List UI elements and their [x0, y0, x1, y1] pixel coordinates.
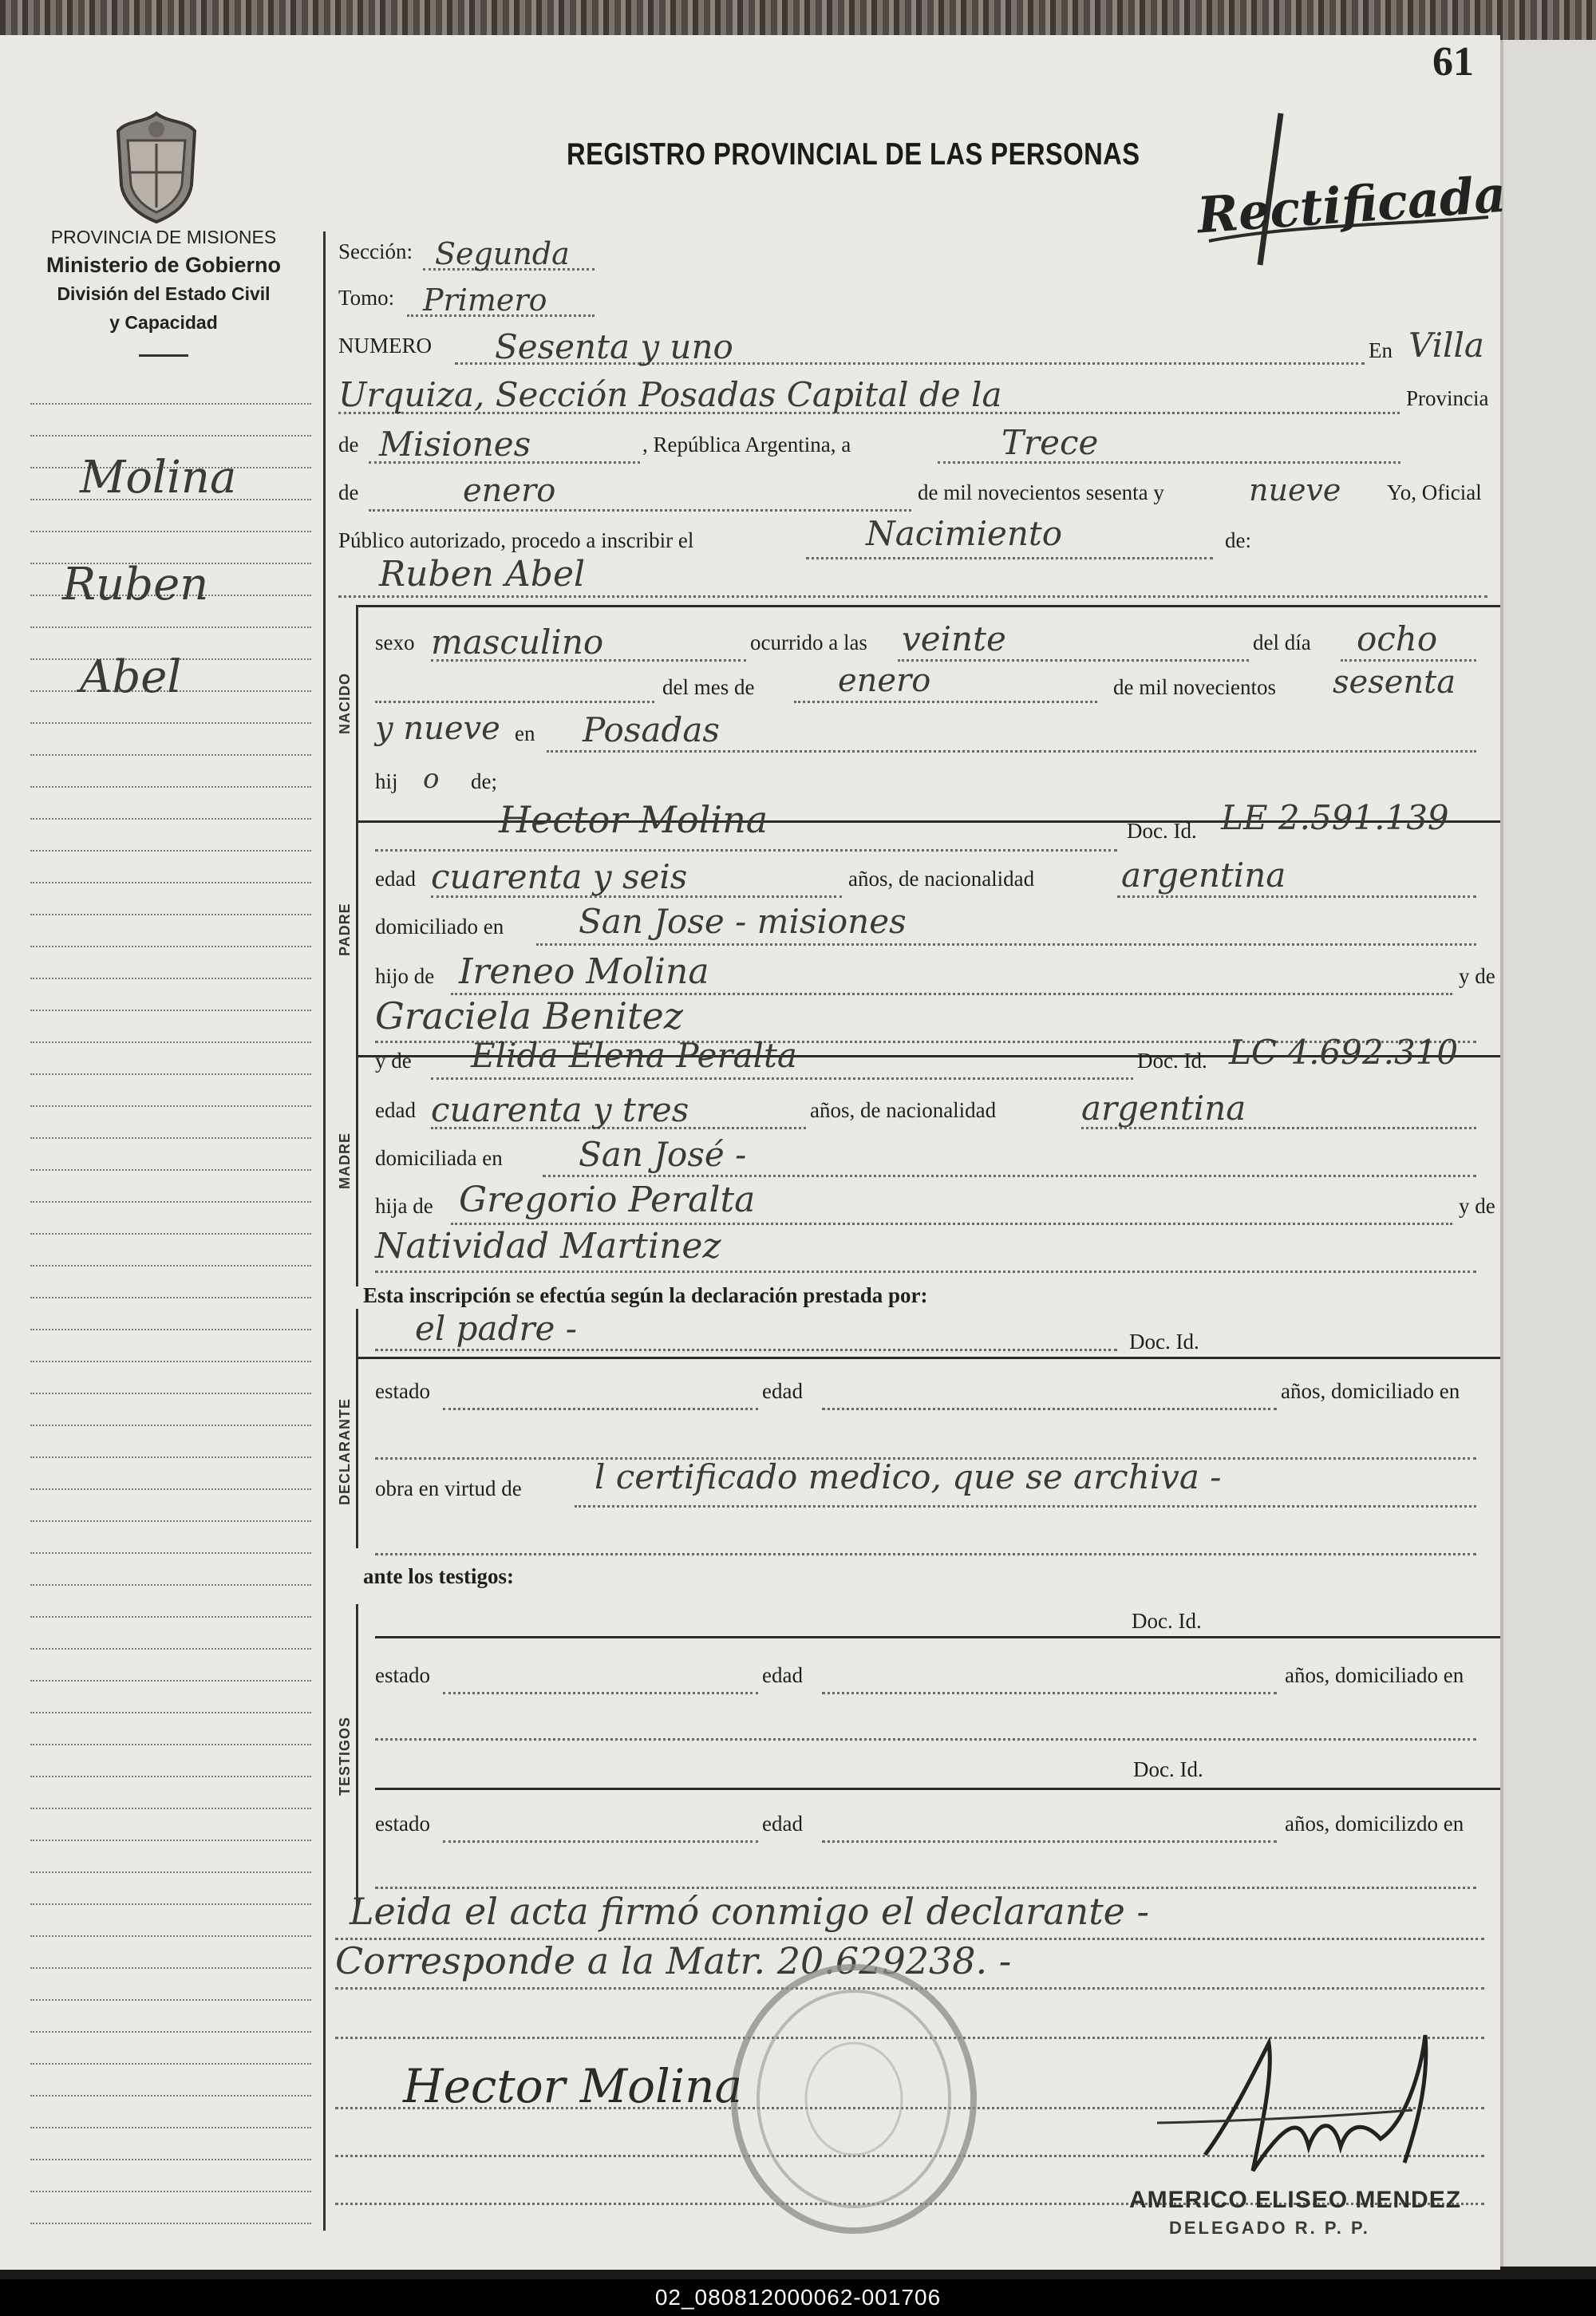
testigos-side-rule	[356, 1604, 358, 1907]
margin-ruled-line	[30, 435, 311, 437]
testigo1-estado-line	[443, 1692, 758, 1694]
en-label: En	[1369, 338, 1393, 362]
page-number: 61	[1432, 39, 1474, 85]
place-line1-value: Villa	[1408, 326, 1484, 365]
margin-second-name: Abel	[80, 651, 182, 703]
anio-value: nueve	[1249, 472, 1341, 508]
madre-madre-value: Natividad Martinez	[375, 1226, 721, 1267]
padre-anios-label: años, de nacionalidad	[848, 867, 1035, 891]
padre-madre-value: Graciela Benitez	[375, 994, 683, 1037]
padre-side-rule	[356, 820, 358, 1057]
province-name: PROVINCIA DE MISIONES	[50, 227, 277, 247]
madre-edad-label: edad	[375, 1098, 416, 1122]
madre-hija-de-label: hija de	[375, 1194, 433, 1218]
acto-line	[806, 557, 1213, 559]
margin-ruled-line	[30, 1648, 311, 1650]
padre-nombre-line	[375, 849, 1117, 852]
place-line2-value: Urquiza, Sección Posadas Capital de la	[338, 375, 1002, 414]
header-organization	[16, 223, 311, 357]
mes-nac-line	[794, 701, 1097, 703]
lugar-line	[547, 750, 1476, 753]
madre-nombre-line	[431, 1077, 1133, 1080]
margin-ruled-line	[30, 1712, 311, 1713]
madre-domicilio-label: domiciliada en	[375, 1146, 503, 1170]
declarante-edad-line	[822, 1408, 1277, 1410]
hijo-de-label: de;	[471, 769, 497, 793]
margin-ruled-line	[30, 1329, 311, 1330]
padre-hijo-de-label: hijo de	[375, 964, 435, 988]
declarante-doc-label: Doc. Id.	[1129, 1330, 1199, 1354]
nacido-side-rule	[356, 605, 358, 820]
document-title: REGISTRO PROVINCIAL DE LAS PERSONAS	[567, 137, 1140, 172]
officer-name: AMERICO ELISEO MENDEZ	[1129, 2187, 1462, 2213]
dia-value: Trece	[1001, 423, 1099, 462]
nacido-top-rule	[356, 605, 1500, 607]
declarante-nombre-line	[375, 1349, 1117, 1351]
margin-ruled-line	[30, 1616, 311, 1618]
margin-ruled-line	[30, 882, 311, 883]
padre-domicilio-value: San Jose - misiones	[579, 902, 907, 941]
publico-label: Público autorizado, procedo a inscribir el	[338, 528, 694, 552]
margin-surname: Molina	[80, 452, 237, 504]
del-dia-label: del día	[1253, 630, 1311, 654]
madre-hija-de-value: Gregorio Peralta	[459, 1180, 756, 1220]
margin-ruled-line	[30, 1488, 311, 1490]
margin-ruled-line	[30, 531, 311, 532]
margin-ruled-line	[30, 1105, 311, 1107]
madre-anios-label: años, de nacionalidad	[810, 1098, 997, 1122]
nacido-anio-value-b: y nueve	[375, 710, 500, 747]
ministry-name: Ministerio de Gobierno	[45, 253, 282, 277]
declarante-obra-line2	[375, 1553, 1476, 1555]
margin-ruled-line	[30, 818, 311, 820]
margin-ruled-line	[30, 1456, 311, 1458]
margin-ruled-line	[30, 1871, 311, 1873]
margin-ruled-line	[30, 1169, 311, 1171]
margin-ruled-line	[30, 786, 311, 788]
numero-value: Sesenta y uno	[495, 327, 733, 366]
provincia-label: Provincia	[1406, 386, 1489, 410]
padre-nacionalidad-value: argentina	[1121, 856, 1286, 895]
nacido-section-label: NACIDO	[337, 673, 353, 734]
declarante-intro: Esta inscripción se efectúa según la declaración prestada por:	[363, 1283, 928, 1307]
madre-doc-value: LC 4.692.310	[1229, 1033, 1459, 1072]
provincial-seal-icon	[112, 109, 201, 225]
margin-ruled-line	[30, 2191, 311, 2192]
padre-edad-value: cuarenta y seis	[431, 857, 688, 896]
acto-value: Nacimiento	[866, 514, 1063, 553]
margin-ruled-line	[30, 1425, 311, 1426]
rectificada-annotation: Rectificada	[1195, 164, 1508, 245]
testigos-section-label: TESTIGOS	[337, 1716, 353, 1796]
nacido-en-label: en	[515, 721, 535, 745]
republica-label: , República Argentina, a	[642, 433, 851, 456]
margin-ruled-line	[30, 2095, 311, 2097]
next-page-edge	[1492, 40, 1596, 2267]
nacido-anio-value-a: sesenta	[1333, 664, 1456, 701]
margin-ruled-line	[30, 1680, 311, 1682]
testigo1-doc-label: Doc. Id.	[1132, 1609, 1202, 1633]
register-page	[0, 35, 1500, 2270]
testigo2-estado-label: estado	[375, 1812, 430, 1836]
madre-domicilio-value: San José -	[579, 1135, 747, 1174]
testigo2-edad-label: edad	[762, 1812, 803, 1836]
padre-hijo-de-value: Ireneo Molina	[459, 951, 709, 992]
nombre-value: Ruben Abel	[379, 554, 586, 595]
declarante-anios-label: años, domiciliado en	[1281, 1379, 1460, 1403]
testigo1-anios-label: años, domiciliado en	[1285, 1663, 1464, 1687]
margin-ruled-line	[30, 1393, 311, 1394]
margin-ruled-line	[30, 626, 311, 628]
margin-ruled-line	[30, 1776, 311, 1777]
padre-domicilio-line	[536, 943, 1476, 946]
margin-ruled-line	[30, 1233, 311, 1235]
margin-ruled-line	[30, 1073, 311, 1075]
padre-domicilio-label: domiciliado en	[375, 915, 504, 939]
margin-vertical-rule	[323, 231, 326, 2231]
de-mil-label: de mil novecientos	[1113, 675, 1276, 699]
seccion-value: Segunda	[435, 236, 570, 271]
tomo-value: Primero	[423, 283, 547, 318]
nacido-dia-value: ocho	[1357, 619, 1438, 658]
testigo1-domicilio-line	[375, 1738, 1476, 1741]
margin-ruled-line	[30, 1361, 311, 1362]
nombre-line	[338, 595, 1487, 598]
sexo-label: sexo	[375, 630, 415, 654]
officer-signature-icon	[1141, 2027, 1476, 2195]
margin-ruled-line	[30, 1297, 311, 1298]
margin-ruled-line	[30, 946, 311, 947]
margin-ruled-line	[30, 1041, 311, 1043]
margin-ruled-line	[30, 2223, 311, 2224]
sexo-value: masculino	[431, 622, 604, 662]
seccion-label: Sección:	[338, 239, 413, 263]
padre-nombre-value: Hector Molina	[499, 798, 768, 841]
declarante-signature: Hector Molina	[403, 2059, 743, 2113]
de-label: de	[338, 433, 359, 456]
margin-first-name: Ruben	[62, 559, 209, 611]
padre-y-de-label: y de	[1459, 964, 1495, 988]
nacido-mes-value: enero	[838, 662, 931, 699]
margin-ruled-line	[30, 2063, 311, 2065]
testigos-intro: ante los testigos:	[363, 1564, 514, 1588]
testigo1-edad-label: edad	[762, 1663, 803, 1687]
margin-ruled-line	[30, 2031, 311, 2033]
testigo2-estado-line	[443, 1840, 758, 1843]
declarante-estado-label: estado	[375, 1379, 430, 1403]
margin-ruled-line	[30, 1935, 311, 1937]
division-name: División del Estado Civil	[57, 283, 271, 304]
hora-line	[898, 659, 1249, 662]
margin-ruled-line	[30, 1744, 311, 1745]
margin-ruled-line	[30, 1201, 311, 1203]
hora-value: veinte	[902, 619, 1006, 658]
dia-nac-line	[1341, 659, 1476, 662]
padre-edad-label: edad	[375, 867, 416, 891]
madre-madre-line	[375, 1271, 1476, 1273]
officer-title: DELEGADO R. P. P.	[1169, 2218, 1370, 2238]
margin-ruled-line	[30, 2127, 311, 2128]
testigo1-edad-line	[822, 1692, 1277, 1694]
testigo2-domicilio-line	[375, 1887, 1476, 1889]
note-line-1-text: Leida el acta firmó conmigo el declarante -	[350, 1890, 1150, 1933]
madre-domicilio-line	[543, 1175, 1476, 1177]
margin-ruled-line	[30, 1137, 311, 1139]
madre-nacionalidad-value: argentina	[1081, 1089, 1246, 1128]
testigo2-doc-label: Doc. Id.	[1133, 1757, 1203, 1781]
testigo1-estado-label: estado	[375, 1663, 430, 1687]
margin-ruled-line	[30, 1520, 311, 1522]
margin-ruled-line	[30, 1265, 311, 1267]
declarante-nombre-value: el padre -	[415, 1309, 577, 1348]
margin-ruled-line	[30, 2159, 311, 2160]
official-round-stamp-icon	[718, 1955, 990, 2243]
margin-ruled-line	[30, 978, 311, 979]
testigo2-rule	[375, 1788, 1500, 1790]
declarante-section-label: DECLARANTE	[337, 1398, 353, 1505]
declarante-obra-label: obra en virtud de	[375, 1476, 522, 1500]
division-capacity: y Capacidad	[109, 312, 218, 333]
declarante-estado-line	[443, 1408, 758, 1410]
margin-ruled-line	[30, 1552, 311, 1554]
note-line-2-text: Corresponde a la Matr. 20.629238. -	[335, 1939, 1012, 1982]
numero-label: NUMERO	[338, 334, 433, 358]
margin-ruled-line	[30, 1840, 311, 1841]
lugar-value: Posadas	[583, 710, 720, 749]
tomo-label: Tomo:	[338, 286, 395, 310]
margin-ruled-line	[30, 754, 311, 756]
madre-side-rule	[356, 1055, 358, 1286]
footer-caption: 02_080812000062-001706	[654, 2285, 942, 2310]
hijo-label: hij	[375, 769, 398, 793]
header-divider	[139, 354, 188, 357]
testigo2-anios-label: años, domicilizdo en	[1285, 1812, 1464, 1836]
padre-doc-label: Doc. Id.	[1127, 819, 1197, 843]
madre-y-de2-label: y de	[1459, 1194, 1495, 1218]
madre-y-de-label: y de	[375, 1049, 412, 1073]
declarante-obra-line	[575, 1505, 1476, 1508]
mil-label: de mil novecientos sesenta y	[918, 480, 1164, 504]
mes-value: enero	[463, 472, 556, 509]
yo-label: Yo, Oficial	[1387, 480, 1482, 504]
del-mes-label: del mes de	[662, 675, 755, 699]
padre-section-label: PADRE	[337, 903, 353, 956]
de-dos-puntos-label: de:	[1225, 528, 1251, 552]
declarante-edad-label: edad	[762, 1379, 803, 1403]
margin-ruled-line	[30, 1999, 311, 2001]
ocurrido-label: ocurrido a las	[750, 630, 867, 654]
madre-hija-de-line	[451, 1223, 1452, 1225]
padre-doc-value: LE 2.591.139	[1221, 798, 1449, 837]
mes-nac-pre-line	[375, 701, 654, 703]
margin-ruled-line	[30, 1584, 311, 1586]
provincia-value: Misiones	[379, 425, 531, 464]
de-mes-label: de	[338, 480, 359, 504]
declarante-obra-value: l certificado medico, que se archiva -	[595, 1457, 1222, 1496]
mes-line	[369, 509, 911, 512]
madre-nombre-value: Elida Elena Peralta	[471, 1036, 797, 1075]
declarante-side-rule	[356, 1309, 358, 1548]
padre-nac-line	[1117, 895, 1476, 898]
hijo-suffix: o	[423, 763, 440, 795]
declarante-top-rule	[356, 1357, 1500, 1359]
testigo2-edad-line	[822, 1840, 1277, 1843]
margin-ruled-line	[30, 722, 311, 724]
testigo1-rule	[375, 1636, 1500, 1638]
margin-ruled-line	[30, 1808, 311, 1809]
madre-doc-label: Doc. Id.	[1137, 1049, 1207, 1073]
madre-section-label: MADRE	[337, 1132, 353, 1189]
madre-edad-value: cuarenta y tres	[431, 1090, 689, 1129]
margin-ruled-line	[30, 1010, 311, 1011]
margin-ruled-line	[30, 914, 311, 915]
margin-ruled-line	[30, 1903, 311, 1905]
margin-ruled-line	[30, 850, 311, 852]
margin-ruled-line	[30, 1967, 311, 1969]
margin-ruled-line	[30, 403, 311, 405]
